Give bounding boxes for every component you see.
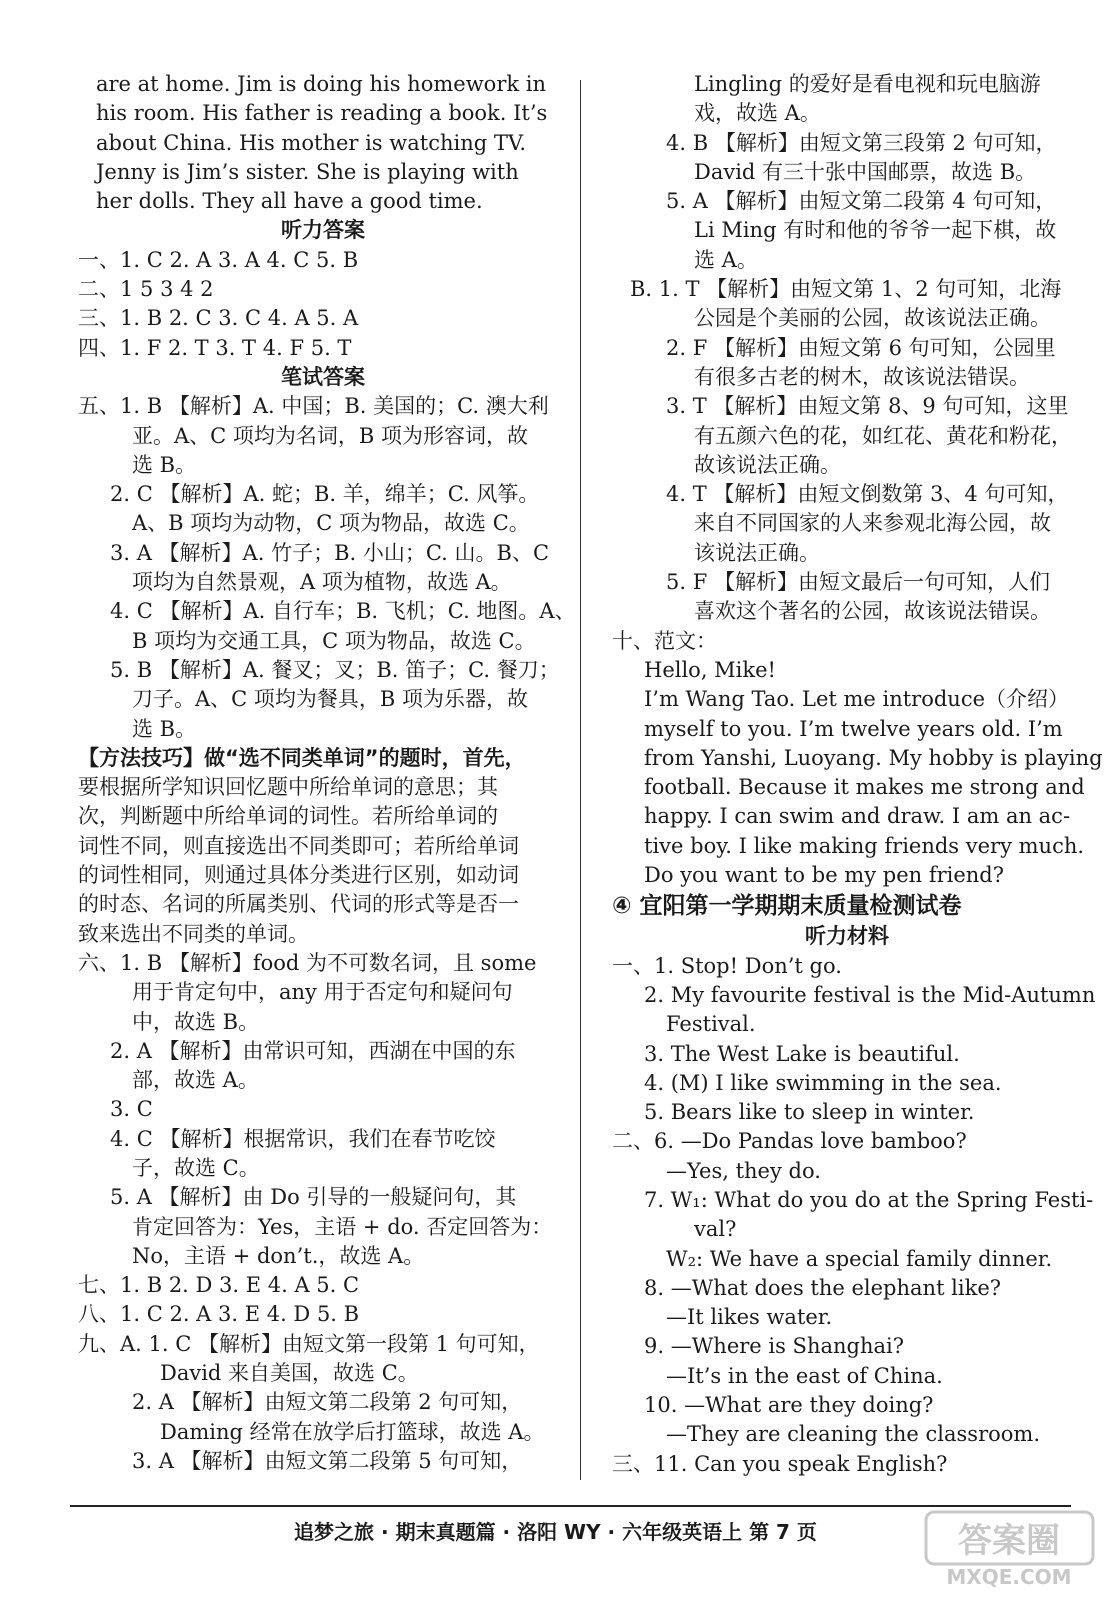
left-column-line: David 来自美国，故选 C。 — [160, 1361, 419, 1386]
right-column-line: val? — [694, 1217, 737, 1242]
right-column-line: Do you want to be my pen friend? — [644, 863, 1005, 888]
right-column-line: 选 A。 — [694, 247, 758, 272]
right-column-line: David 有三十张中国邮票，故选 B。 — [694, 159, 1037, 184]
left-column — [78, 70, 576, 1476]
right-column-line: Li Ming 有时和他的爷爷一起下棋，故 — [694, 218, 1057, 243]
left-column-line: 选 B。 — [132, 452, 197, 477]
right-column-line: 有很多古老的树木，故该说法错误。 — [694, 364, 1030, 389]
right-column-line: 5. A 【解析】由短文第二段第 4 句可知， — [666, 189, 1057, 214]
right-column-line: from Yanshi, Luoyang. My hobby is playing — [644, 745, 1103, 770]
right-column-line: 十、范文： — [612, 628, 717, 653]
right-column-line: —It likes water. — [666, 1305, 833, 1330]
left-column-line: 要根据所学知识回忆题中所给单词的意思；其 — [78, 775, 498, 800]
right-column-line: —Yes, they do. — [666, 1158, 821, 1183]
right-column-line: 该说法正确。 — [694, 540, 820, 565]
right-column-line: —It’s in the east of China. — [666, 1363, 943, 1388]
right-column-line: 公园是个美丽的公园，故该说法正确。 — [694, 306, 1051, 331]
right-column-line: 5. Bears like to sleep in winter. — [644, 1100, 975, 1125]
watermark-text: 答案圈 — [958, 1521, 1060, 1561]
left-column-line: 3. A 【解析】由短文第二段第 5 句可知， — [132, 1448, 523, 1473]
right-column-line: Festival. — [666, 1012, 756, 1037]
right-column-line: Hello, Mike! — [644, 657, 776, 682]
left-column-line: Jenny is Jim’s sister. She is playing with — [96, 159, 519, 184]
left-column-line: 的时态、名词的所属类别、代词的形式等是否一 — [78, 892, 519, 917]
right-column-line: 听力材料 — [805, 924, 889, 949]
left-column-line: his room. His father is reading a book. It’s — [96, 101, 548, 126]
left-column-line: 听力答案 — [281, 218, 365, 243]
right-column-line: tive boy. I like making friends very much. — [644, 833, 1085, 858]
right-column — [612, 70, 1103, 1479]
right-column-line: I’m Wang Tao. Let me introduce（介绍） — [644, 687, 1070, 712]
left-column-line: 选 B。 — [132, 716, 197, 741]
left-column-line: 5. B 【解析】A. 餐叉；叉；B. 笛子；C. 餐刀； — [110, 657, 560, 682]
left-column-line: 2. A 【解析】由短文第二段第 2 句可知， — [132, 1390, 523, 1415]
column-divider — [580, 80, 581, 1480]
right-column-line: 故该说法正确。 — [694, 452, 841, 477]
left-column-line: 七、1. B 2. D 3. E 4. A 5. C — [78, 1273, 360, 1298]
left-column-line: 九、A. 1. C 【解析】由短文第一段第 1 句可知， — [78, 1331, 540, 1356]
left-column-line: 三、1. B 2. C 3. C 4. A 5. A — [78, 306, 359, 331]
left-column-line: A、B 项均为动物，C 项为物品，故选 C。 — [132, 511, 530, 536]
left-column-line: 4. C 【解析】根据常识，我们在春节吃饺 — [110, 1126, 496, 1151]
left-column-line: 亚。A、C 项均为名词，B 项为形容词，故 — [132, 423, 529, 448]
left-column-line: 八、1. C 2. A 3. E 4. D 5. B — [78, 1302, 360, 1327]
watermark-logo — [922, 1508, 1097, 1590]
right-column-line: 4. B 【解析】由短文第三段第 2 句可知， — [666, 130, 1057, 155]
left-column-line: 用于肯定句中，any 用于否定句和疑问句 — [132, 980, 513, 1005]
left-column-line: 笔试答案 — [281, 364, 365, 389]
right-column-line: ④ 宜阳第一学期期末质量检测试卷 — [612, 893, 962, 920]
left-column-line: 部，故选 A。 — [132, 1068, 259, 1093]
right-column-line: 戏，故选 A。 — [694, 101, 821, 126]
left-column-line: 致来选出不同类的单词。 — [78, 921, 309, 946]
left-column-line: 2. C 【解析】A. 蛇；B. 羊，绵羊；C. 风筝。 — [110, 482, 540, 507]
right-column-line: —They are cleaning the classroom. — [666, 1422, 1041, 1447]
right-column-line: 三、11. Can you speak English? — [612, 1451, 948, 1476]
right-column-line: 2. F 【解析】由短文第 6 句可知，公园里 — [666, 335, 1056, 360]
right-column-line: 2. My favourite festival is the Mid-Autumn — [644, 982, 1096, 1007]
left-column-line: 的词性相同，则通过具体分类进行区别，如动词 — [78, 863, 519, 888]
left-column-line: 中，故选 B。 — [132, 1009, 260, 1034]
left-column-line: 刀子。A、C 项均为餐具，B 项为乐器，故 — [132, 687, 529, 712]
watermark-url: MXQE.COM — [946, 1565, 1072, 1589]
left-column-line: 肯定回答为：Yes，主语 + do. 否定回答为： — [132, 1214, 553, 1239]
right-column-line: 3. The West Lake is beautiful. — [644, 1041, 960, 1066]
right-column-line: 8. —What does the elephant like? — [644, 1275, 1002, 1300]
right-column-line: football. Because it makes me strong and — [644, 775, 1085, 800]
left-column-line: are at home. Jim is doing his homework in — [96, 72, 546, 96]
right-column-line: 3. T 【解析】由短文第 8、9 句可知，这里 — [666, 394, 1069, 419]
left-column-line: her dolls. They all have a good time. — [96, 189, 483, 214]
right-column-line: 9. —Where is Shanghai? — [644, 1334, 904, 1359]
left-column-line: 词性不同，则直接选出不同类即可；若所给单词 — [78, 833, 519, 858]
right-column-line: 5. F 【解析】由短文最后一句可知，人们 — [666, 570, 1050, 595]
right-column-line: 喜欢这个著名的公园，故该说法错误。 — [694, 599, 1051, 624]
left-column-line: No，主语 + don’t.，故选 A。 — [132, 1243, 425, 1268]
left-column-line: 2. A 【解析】由常识可知，西湖在中国的东 — [110, 1038, 516, 1063]
left-column-line: 一、1. C 2. A 3. A 4. C 5. B — [78, 247, 359, 272]
left-column-line: Daming 经常在放学后打篮球，故选 A。 — [160, 1419, 545, 1444]
left-column-line: 子，故选 C。 — [132, 1155, 260, 1180]
right-column-line: 10. —What are they doing? — [644, 1393, 934, 1418]
left-column-line: 项均为自然景观，A 项为植物，故选 A。 — [132, 570, 512, 595]
right-column-line: 一、1. Stop! Don’t go. — [612, 953, 842, 978]
left-column-line: about China. His mother is watching TV. — [96, 130, 527, 155]
right-column-line: happy. I can swim and draw. I am an ac- — [644, 804, 1071, 829]
right-column-line: 7. W₁: What do you do at the Spring Festi- — [644, 1187, 1094, 1212]
left-column-line: 次，判断题中所给单词的词性。若所给单词的 — [78, 804, 498, 829]
right-column-line: 来自不同国家的人来参观北海公园，故 — [694, 511, 1051, 536]
left-column-line: 【方法技巧】做“选不同类单词”的题时，首先， — [78, 745, 526, 770]
right-column-line: Lingling 的爱好是看电视和玩电脑游 — [694, 72, 1041, 96]
right-column-line: 4. (M) I like swimming in the sea. — [644, 1070, 1002, 1095]
right-column-line: B. 1. T 【解析】由短文第 1、2 句可知，北海 — [630, 277, 1062, 302]
left-column-line: 六、1. B 【解析】food 为不可数名词，且 some — [78, 950, 537, 975]
page-footer: 追梦之旅 · 期末真题篇 · 洛阳 WY · 六年级英语上 第 7 页 — [294, 1520, 817, 1544]
left-column-line: 5. A 【解析】由 Do 引导的一般疑问句，其 — [110, 1185, 517, 1210]
right-column-line: 二、6. —Do Pandas love bamboo? — [612, 1129, 967, 1154]
right-column-line: myself to you. I’m twelve years old. I’m — [644, 716, 1063, 741]
left-column-line: 二、1 5 3 4 2 — [78, 277, 214, 302]
right-column-line: 4. T 【解析】由短文倒数第 3、4 句可知， — [666, 482, 1069, 507]
right-column-line: 有五颜六色的花，如红花、黄花和粉花， — [694, 423, 1072, 448]
left-column-line: B 项均为交通工具，C 项为物品，故选 C。 — [132, 628, 536, 653]
left-column-line: 3. C — [110, 1097, 153, 1122]
left-column-line: 五、1. B 【解析】A. 中国；B. 美国的；C. 澳大利 — [78, 394, 549, 419]
left-column-line: 3. A 【解析】A. 竹子；B. 小山；C. 山。B、C — [110, 540, 550, 565]
left-column-line: 四、1. F 2. T 3. T 4. F 5. T — [78, 335, 352, 360]
left-column-line: 4. C 【解析】A. 自行车；B. 飞机；C. 地图。A、 — [110, 599, 576, 624]
right-column-line: W₂: We have a special family dinner. — [666, 1246, 1053, 1271]
footer-rule — [70, 1505, 1071, 1507]
